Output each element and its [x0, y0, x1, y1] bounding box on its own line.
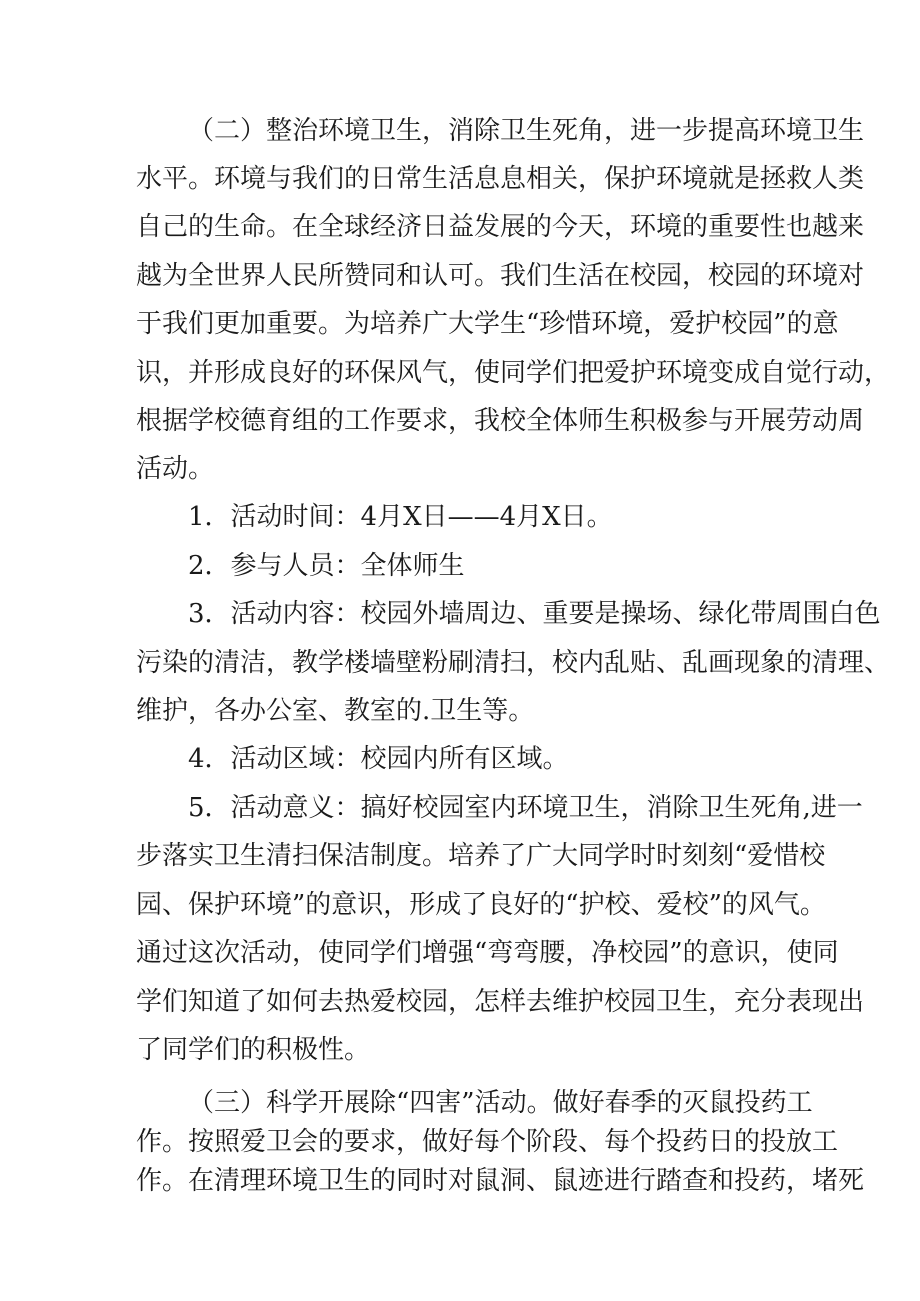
section-two-line: 活动。	[136, 454, 215, 484]
section-three-heading-line: （三）科学开展除“四害”活动。做好春季的灭鼠投药工	[188, 1088, 813, 1118]
participants-item: 2．参与人员：全体师生	[188, 551, 465, 581]
activity-content-item: 3．活动内容：校园外墙周边、重要是操场、绿化带周围白色	[188, 599, 881, 629]
activity-meaning-item: 5．活动意义：搞好校园室内环境卫生，消除卫生死角,进一	[188, 793, 863, 823]
activity-content-line: 维护，各办公室、教室的.卫生等。	[136, 696, 535, 726]
section-three-line: 作。按照爱卫会的要求，做好每个阶段、每个投药日的投放工	[136, 1127, 839, 1157]
activity-meaning-line: 园、保护环境”的意识，形成了良好的“护校、爱校”的风气。	[136, 890, 826, 920]
section-two-line: 自己的生命。在全球经济日益发展的今天，环境的重要性也越来	[136, 212, 865, 242]
activity-meaning-line: 步落实卫生清扫保洁制度。培养了广大同学时时刻刻“爱惜校	[136, 841, 826, 871]
activity-meaning-line: 了同学们的积极性。	[136, 1035, 371, 1065]
section-two-line: 于我们更加重要。为培养广大学生“珍惜环境，爱护校园”的意	[136, 309, 839, 339]
activity-time-item: 1．活动时间：4月X日——4月X日。	[188, 502, 613, 532]
section-two-line: 根据学校德育组的工作要求，我校全体师生积极参与开展劳动周	[136, 406, 865, 436]
activity-content-line: 污染的清洁，教学楼墙壁粉刷清扫，校内乱贴、乱画现象的清理、	[136, 648, 891, 678]
section-two-line: 水平。环境与我们的日常生活息息相关，保护环境就是拯救人类	[136, 164, 865, 194]
activity-meaning-line: 学们知道了如何去热爱校园，怎样去维护校园卫生，充分表现出	[136, 987, 865, 1017]
section-three-line: 作。在清理环境卫生的同时对鼠洞、鼠迹进行踏查和投药，堵死	[136, 1166, 865, 1196]
section-two-line: 识，并形成良好的环保风气，使同学们把爱护环境变成自觉行动，	[136, 358, 891, 388]
activity-meaning-line: 通过这次活动，使同学们增强“弯弯腰，净校园”的意识，使同	[136, 938, 839, 968]
activity-area-item: 4．活动区域：校园内所有区域。	[188, 744, 569, 774]
section-two-heading-line: （二）整治环境卫生，消除卫生死角，进一步提高环境卫生	[188, 116, 865, 146]
section-two-line: 越为全世界人民所赞同和认可。我们生活在校园，校园的环境对	[136, 261, 865, 291]
